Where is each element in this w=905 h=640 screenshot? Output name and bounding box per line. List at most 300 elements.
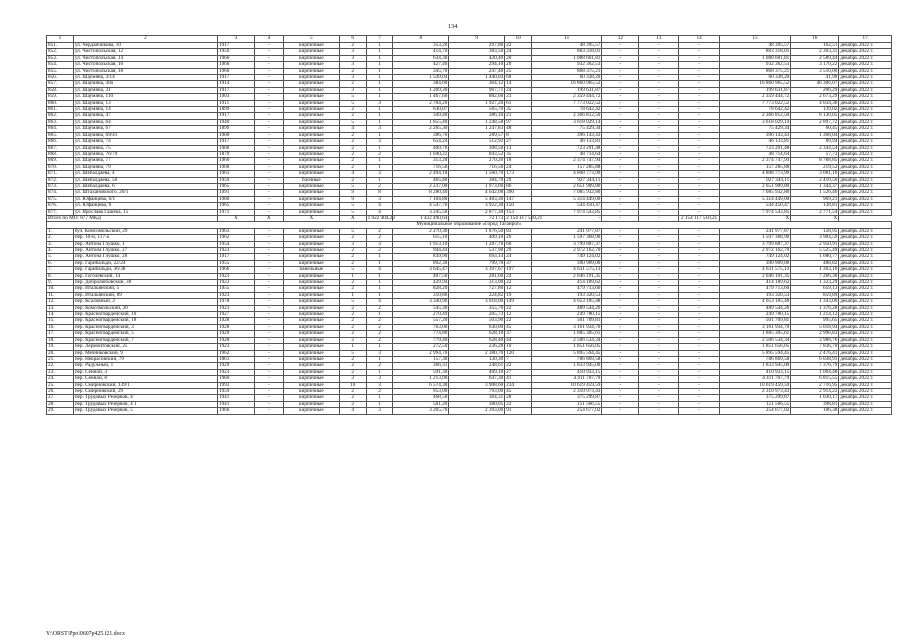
table-cell: 2 310 973,43 xyxy=(719,388,791,394)
table-cell: - xyxy=(679,356,719,362)
table-cell: кирпичные xyxy=(283,158,339,164)
table-cell: кирпичные xyxy=(283,75,339,81)
table-cell: - xyxy=(602,151,639,157)
table-cell: 270,20 xyxy=(449,158,505,164)
table-cell: - xyxy=(254,292,283,298)
table-cell: 60 338,20 xyxy=(531,75,601,81)
table-cell: - xyxy=(254,68,283,74)
table-cell: - xyxy=(679,151,719,157)
table-cell: 1962 xyxy=(217,235,254,241)
table-cell: пер. Красногвардейский, 5 xyxy=(73,331,217,337)
table-cell: 5 483,30 xyxy=(449,196,505,202)
table-cell: 868. xyxy=(47,151,74,157)
table-cell: 249 780,15 xyxy=(531,312,601,318)
table-cell: декабрь 2022 г. xyxy=(839,68,892,74)
table-cell: 2 xyxy=(339,260,366,266)
table-cell: 634,30 xyxy=(393,55,449,61)
table-cell: 386,70 xyxy=(393,132,449,138)
total-cell: X xyxy=(719,215,791,221)
table-cell: - xyxy=(254,171,283,177)
table-cell: - xyxy=(679,292,719,298)
table-cell: - xyxy=(679,132,719,138)
table-cell: пер. Антона Глушко, 27 xyxy=(73,248,217,254)
table-cell: 4 631 575,13 xyxy=(531,267,601,273)
table-cell: 1928 xyxy=(217,324,254,330)
table-cell: - xyxy=(639,113,679,119)
table-cell: - xyxy=(254,158,283,164)
table-cell: 5 xyxy=(339,299,366,305)
table-cell: 13 xyxy=(505,145,532,151)
table-cell: 1 213,00 xyxy=(393,376,449,382)
table-cell: декабрь 2022 г. xyxy=(839,286,892,292)
table-cell: 1 xyxy=(366,132,393,138)
table-cell: - xyxy=(639,177,679,183)
table-cell: - xyxy=(679,190,719,196)
table-cell: - xyxy=(254,369,283,375)
table-cell: 1 376,28 xyxy=(791,305,839,311)
table-cell: - xyxy=(639,94,679,100)
table-cell: кирпичные xyxy=(283,318,339,324)
table-cell: пер. Трудовых Резервов, 5 xyxy=(73,408,217,414)
table-cell: 60 338,20 xyxy=(719,75,791,81)
table-cell: 409,10 xyxy=(449,369,505,375)
table-cell: декабрь 2022 г. xyxy=(839,305,892,311)
table-cell: кирпичные xyxy=(283,273,339,279)
table-cell: 48 714,64 xyxy=(719,151,791,157)
table-cell: 3 510,00 xyxy=(791,68,839,74)
table-cell: 4 642,08 xyxy=(449,190,505,196)
table-cell: кирпичные xyxy=(283,94,339,100)
table-cell: - xyxy=(639,388,679,394)
total-cell: - xyxy=(602,215,639,221)
table-cell: ул. Шаумяна, 30а xyxy=(73,81,217,87)
table-cell: - xyxy=(679,113,719,119)
table-cell: 16 860 965,52 xyxy=(719,81,791,87)
table-cell: 4 808 773,99 xyxy=(719,171,791,177)
table-cell: 3 xyxy=(366,126,393,132)
table-cell: 206,29 xyxy=(791,87,839,93)
table-cell: декабрь 2022 г. xyxy=(839,209,892,215)
table-cell: 10 619 459,59 xyxy=(719,382,791,388)
table-cell: 20 xyxy=(505,62,532,68)
table-cell: - xyxy=(254,248,283,254)
table-cell: 139,02 xyxy=(791,107,839,113)
table-cell: декабрь 2022 г. xyxy=(839,55,892,61)
table-cell: 1 597 368,90 xyxy=(531,235,601,241)
table-cell: кирпичные xyxy=(283,286,339,292)
table-cell: 4 xyxy=(366,203,393,209)
table-cell: 2 xyxy=(339,68,366,74)
table-cell: - xyxy=(602,241,639,247)
table-cell: 479 713,60 xyxy=(719,286,791,292)
table-cell: декабрь 2022 г. xyxy=(839,151,892,157)
table-cell: - xyxy=(639,280,679,286)
table-cell: декабрь 2022 г. xyxy=(839,43,892,49)
table-cell: кирпичные xyxy=(283,62,339,68)
table-cell: 420,40 xyxy=(449,55,505,61)
table-cell: 2 265,30 xyxy=(393,126,449,132)
table-cell: 537,90 xyxy=(449,248,505,254)
table-cell: 3 xyxy=(339,49,366,55)
table-cell: 2 xyxy=(339,337,366,343)
table-cell: 856. xyxy=(47,75,74,81)
table-cell: - xyxy=(254,324,283,330)
table-cell: 723 291,48 xyxy=(531,145,601,151)
table-cell: кирпичные xyxy=(283,151,339,157)
table-cell: 60 xyxy=(505,241,532,247)
total-cell: 72 173 xyxy=(449,215,505,221)
table-cell: - xyxy=(679,260,719,266)
table-cell: декабрь 2022 г. xyxy=(839,145,892,151)
table-cell: - xyxy=(254,139,283,145)
table-cell: 2 xyxy=(366,248,393,254)
table-cell: - xyxy=(679,75,719,81)
table-cell: 83 xyxy=(505,228,532,234)
table-cell: - xyxy=(602,292,639,298)
table-cell: - xyxy=(602,248,639,254)
total-cell: - xyxy=(531,215,601,221)
table-cell: - xyxy=(639,49,679,55)
table-cell: 882,60 xyxy=(449,94,505,100)
table-cell: 18. xyxy=(47,337,74,343)
table-cell: пер. Некрасовский, 79 xyxy=(73,356,217,362)
table-cell: - xyxy=(679,241,719,247)
table-cell: - xyxy=(602,267,639,273)
table-cell: - xyxy=(639,369,679,375)
table-cell: 7 974 543,85 xyxy=(719,209,791,215)
table-cell: 2 366 812,50 xyxy=(531,113,601,119)
table-cell: панельные xyxy=(283,267,339,273)
table-cell: кирпичные xyxy=(283,363,339,369)
table-cell: 4 xyxy=(366,267,393,273)
table-cell: декабрь 2022 г. xyxy=(839,228,892,234)
table-cell: 2 xyxy=(339,151,366,157)
table-cell: 1965 xyxy=(217,203,254,209)
table-cell: 1960 xyxy=(217,68,254,74)
table-cell: 61 xyxy=(505,100,532,106)
table-cell: 591,30 xyxy=(393,369,449,375)
table-cell: 501 709,81 xyxy=(531,318,601,324)
table-cell: 2 xyxy=(339,139,366,145)
table-cell: 1 xyxy=(366,145,393,151)
table-cell: - xyxy=(639,363,679,369)
table-cell: 9 xyxy=(339,190,366,196)
table-cell: - xyxy=(679,331,719,337)
table-cell: декабрь 2022 г. xyxy=(839,62,892,68)
table-cell: 35 xyxy=(505,107,532,113)
table-cell: декабрь 2022 г. xyxy=(839,369,892,375)
table-cell: декабрь 2022 г. xyxy=(839,312,892,318)
table-cell: - xyxy=(639,401,679,407)
table-cell: 465,40 xyxy=(393,177,449,183)
table-cell: - xyxy=(679,209,719,215)
table-cell: - xyxy=(679,248,719,254)
table-cell: кирпичные xyxy=(283,139,339,145)
table-cell: 1928 xyxy=(217,318,254,324)
table-cell: 153 xyxy=(505,209,532,215)
table-cell: 2 xyxy=(366,324,393,330)
table-cell: 23. xyxy=(47,369,74,375)
table-cell: кирпичные xyxy=(283,183,339,189)
table-cell: 12 xyxy=(505,312,532,318)
table-cell: 2 xyxy=(339,331,366,337)
table-cell: - xyxy=(254,260,283,266)
table-cell: 1 xyxy=(366,81,393,87)
table-cell: 1959 xyxy=(217,388,254,394)
table-cell: 1 851 656,05 xyxy=(719,344,791,350)
table-cell: кирпичные xyxy=(283,107,339,113)
table-cell: 3 908,60 xyxy=(449,382,505,388)
table-cell: 48 395,57 xyxy=(531,43,601,49)
table-cell: 3 xyxy=(366,241,393,247)
table-cell: 763,00 xyxy=(393,324,449,330)
table-cell: 254 677,02 xyxy=(531,408,601,414)
table-cell: 3 xyxy=(366,408,393,414)
table-cell: 468,50 xyxy=(393,395,449,401)
table-cell: - xyxy=(639,356,679,362)
table-cell: 22. xyxy=(47,363,74,369)
table-cell: 2 374 747,94 xyxy=(719,158,791,164)
column-header: 15 xyxy=(719,36,791,43)
table-cell: пер. Трудовых Резервов, 4 1 xyxy=(73,401,217,407)
table-cell: - xyxy=(254,164,283,170)
table-cell: - xyxy=(602,196,639,202)
table-cell: кирпичные xyxy=(283,43,339,49)
table-cell: кирпичные xyxy=(283,408,339,414)
table-cell: 3 988,76 xyxy=(791,337,839,343)
total-cell: 2 154 117 510,21 xyxy=(506,214,543,221)
table-cell: декабрь 2022 г. xyxy=(839,94,892,100)
table-cell: 1 xyxy=(366,49,393,55)
table-cell: 927 344,11 xyxy=(719,177,791,183)
table-cell: 410 933,15 xyxy=(719,369,791,375)
table-cell: - xyxy=(679,100,719,106)
table-cell: 1 xyxy=(366,158,393,164)
table-cell: 1927 xyxy=(217,312,254,318)
table-cell: 1917 xyxy=(217,113,254,119)
table-cell: - xyxy=(254,376,283,382)
table-cell: 3 xyxy=(339,62,366,68)
table-cell: 16. xyxy=(47,324,74,330)
table-cell: декабрь 2022 г. xyxy=(839,235,892,241)
table-cell: 4 xyxy=(366,299,393,305)
table-cell: ул. Шаумяна, 74 xyxy=(73,139,217,145)
table-cell: 1900 xyxy=(217,145,254,151)
table-cell: 3 799 887,37 xyxy=(531,241,601,247)
table-cell: - xyxy=(602,376,639,382)
table-cell: 1993 xyxy=(217,382,254,388)
table-cell: - xyxy=(602,312,639,318)
table-cell: ул. Шаумяна, 64 xyxy=(73,119,217,125)
table-cell: декабрь 2022 г. xyxy=(839,273,892,279)
table-cell: - xyxy=(679,363,719,369)
table-cell: 46 306,07 xyxy=(791,81,839,87)
table-cell: - xyxy=(679,171,719,177)
table-cell: 8 xyxy=(366,190,393,196)
table-cell: 2 359 444,72 xyxy=(531,94,601,100)
table-cell: 1959 xyxy=(217,177,254,183)
table-cell: ул. Шаумяна, 67 xyxy=(73,126,217,132)
table-cell: декабрь 2022 г. xyxy=(839,388,892,394)
column-header: 14 xyxy=(679,36,719,43)
table-cell: 774,80 xyxy=(393,331,449,337)
table-cell: - xyxy=(254,119,283,125)
table-cell: 396 143,43 xyxy=(719,132,791,138)
table-cell: 48 395,57 xyxy=(719,43,791,49)
table-cell: 544 450,47 xyxy=(719,203,791,209)
table-cell: 1 xyxy=(366,273,393,279)
table-cell: 2 476,41 xyxy=(791,350,839,356)
table-cell: 855. xyxy=(47,68,74,74)
table-cell: 3 645,47 xyxy=(393,267,449,273)
table-cell: 1965 xyxy=(217,183,254,189)
table-cell: - xyxy=(679,299,719,305)
total-cell: - xyxy=(639,215,679,221)
table-cell: 799,70 xyxy=(449,260,505,266)
table-cell: пер. 10-й, 117-а xyxy=(73,235,217,241)
table-cell: 3 340,90 xyxy=(393,299,449,305)
table-cell: 409,70 xyxy=(393,145,449,151)
table-cell: 851. xyxy=(47,43,74,49)
table-cell: - xyxy=(679,81,719,87)
table-cell: 1978 xyxy=(217,299,254,305)
table-cell: 2 506 534,34 xyxy=(719,337,791,343)
table-cell: - xyxy=(602,87,639,93)
table-cell: пер. Радужный, 1 xyxy=(73,363,217,369)
table-cell: 1963 xyxy=(217,171,254,177)
table-cell: 1923 xyxy=(217,305,254,311)
table-cell: 1 209,30 xyxy=(393,87,449,93)
table-cell: 364,31 xyxy=(449,395,505,401)
table-cell: - xyxy=(639,395,679,401)
table-cell: - xyxy=(602,356,639,362)
table-cell: 5 895 594,45 xyxy=(719,350,791,356)
table-cell: пер. Сенной, 3 xyxy=(73,369,217,375)
table-cell: 1917 xyxy=(217,87,254,93)
table-cell: - xyxy=(602,190,639,196)
table-cell: - xyxy=(639,260,679,266)
table-cell: декабрь 2022 г. xyxy=(839,171,892,177)
table-cell: 857. xyxy=(47,81,74,87)
table-cell: 45 xyxy=(505,388,532,394)
table-cell: 3 018,00 xyxy=(449,299,505,305)
table-cell: - xyxy=(602,126,639,132)
table-cell: 26. xyxy=(47,388,74,394)
table-row xyxy=(47,408,892,414)
column-header: 16 xyxy=(791,36,839,43)
table-cell: 313,20 xyxy=(393,158,449,164)
table-cell: 6 574,30 xyxy=(393,382,449,388)
table-cell: 1 xyxy=(366,286,393,292)
table-cell: - xyxy=(602,49,639,55)
table-cell: 2 996,83 xyxy=(791,331,839,337)
table-cell: декабрь 2022 г. xyxy=(839,318,892,324)
table-cell: - xyxy=(639,55,679,61)
table-cell: ул. Шаумяна, 13 xyxy=(73,100,217,106)
table-cell: 2 xyxy=(339,158,366,164)
table-cell: декабрь 2022 г. xyxy=(839,139,892,145)
table-cell: 1 363,16 xyxy=(791,267,839,273)
table-cell: ул. Шебалдаева, 50 xyxy=(73,177,217,183)
table-cell: 716,50 xyxy=(393,164,449,170)
table-cell: 8 xyxy=(505,132,532,138)
table-cell: - xyxy=(254,280,283,286)
table-cell: - xyxy=(602,145,639,151)
table-cell: 1962 xyxy=(217,350,254,356)
table-cell: кирпичные xyxy=(283,196,339,202)
table-cell: 45 xyxy=(505,324,532,330)
table-cell: 3 xyxy=(366,382,393,388)
table-cell: 147 xyxy=(505,196,532,202)
table-cell: - xyxy=(679,145,719,151)
table-cell: 557,20 xyxy=(393,318,449,324)
table-cell: кирпичные xyxy=(283,49,339,55)
table-cell: 14. xyxy=(47,312,74,318)
table-cell: декабрь 2022 г. xyxy=(839,49,892,55)
table-cell: 86 xyxy=(505,183,532,189)
table-cell: - xyxy=(602,209,639,215)
table-cell: 41 xyxy=(505,376,532,382)
table-cell: - xyxy=(639,75,679,81)
table-cell: - xyxy=(639,267,679,273)
table-cell: - xyxy=(639,292,679,298)
table-cell: 1960 xyxy=(217,267,254,273)
table-cell: 1 088 601,81 xyxy=(719,55,791,61)
page-number: 134 xyxy=(447,23,458,30)
table-cell: 313,00 xyxy=(449,280,505,286)
table-cell: - xyxy=(602,177,639,183)
table-cell: - xyxy=(679,49,719,55)
table-cell: 4 053 185,48 xyxy=(719,299,791,305)
table-cell: 2 374 747,94 xyxy=(531,158,601,164)
table-cell: 1 xyxy=(366,395,393,401)
table-cell: - xyxy=(639,62,679,68)
table-cell: 2 270,30 xyxy=(393,228,449,234)
table-cell: кирпичные xyxy=(283,171,339,177)
table-cell: 488,82 xyxy=(791,260,839,266)
table-cell: - xyxy=(679,55,719,61)
table-cell: 501,20 xyxy=(393,401,449,407)
table-cell: 565,70 xyxy=(449,107,505,113)
table-cell: 270,49 xyxy=(393,312,449,318)
table-cell: 628,40 xyxy=(449,337,505,343)
table-cell: 3 xyxy=(366,139,393,145)
table-cell: 1 526,46 xyxy=(791,190,839,196)
table-cell: 869. xyxy=(47,158,74,164)
table-cell: 12 xyxy=(505,286,532,292)
table-cell: 1917 xyxy=(217,75,254,81)
table-cell: 19 xyxy=(505,292,532,298)
table-cell: 723 291,48 xyxy=(719,145,791,151)
table-cell: кирпичные xyxy=(283,132,339,138)
table-cell: 7. xyxy=(47,267,74,273)
table-cell: 693,14 xyxy=(449,254,505,260)
table-cell: 5 xyxy=(339,209,366,215)
table-cell: 967,71 xyxy=(449,87,505,93)
table-cell: 5 xyxy=(339,267,366,273)
table-cell: 1940 xyxy=(217,119,254,125)
table-cell: декабрь 2022 г. xyxy=(839,107,892,113)
table-cell: 3 799 887,37 xyxy=(719,241,791,247)
table-cell: кирпичные xyxy=(283,164,339,170)
table-cell: 1917 xyxy=(217,254,254,260)
table-cell: декабрь 2022 г. xyxy=(839,190,892,196)
table-cell: 786 869,58 xyxy=(531,356,601,362)
table-cell: - xyxy=(602,344,639,350)
column-header: 1 xyxy=(47,36,74,43)
table-cell: 37 xyxy=(505,260,532,266)
table-cell: 106,38 xyxy=(791,408,839,414)
